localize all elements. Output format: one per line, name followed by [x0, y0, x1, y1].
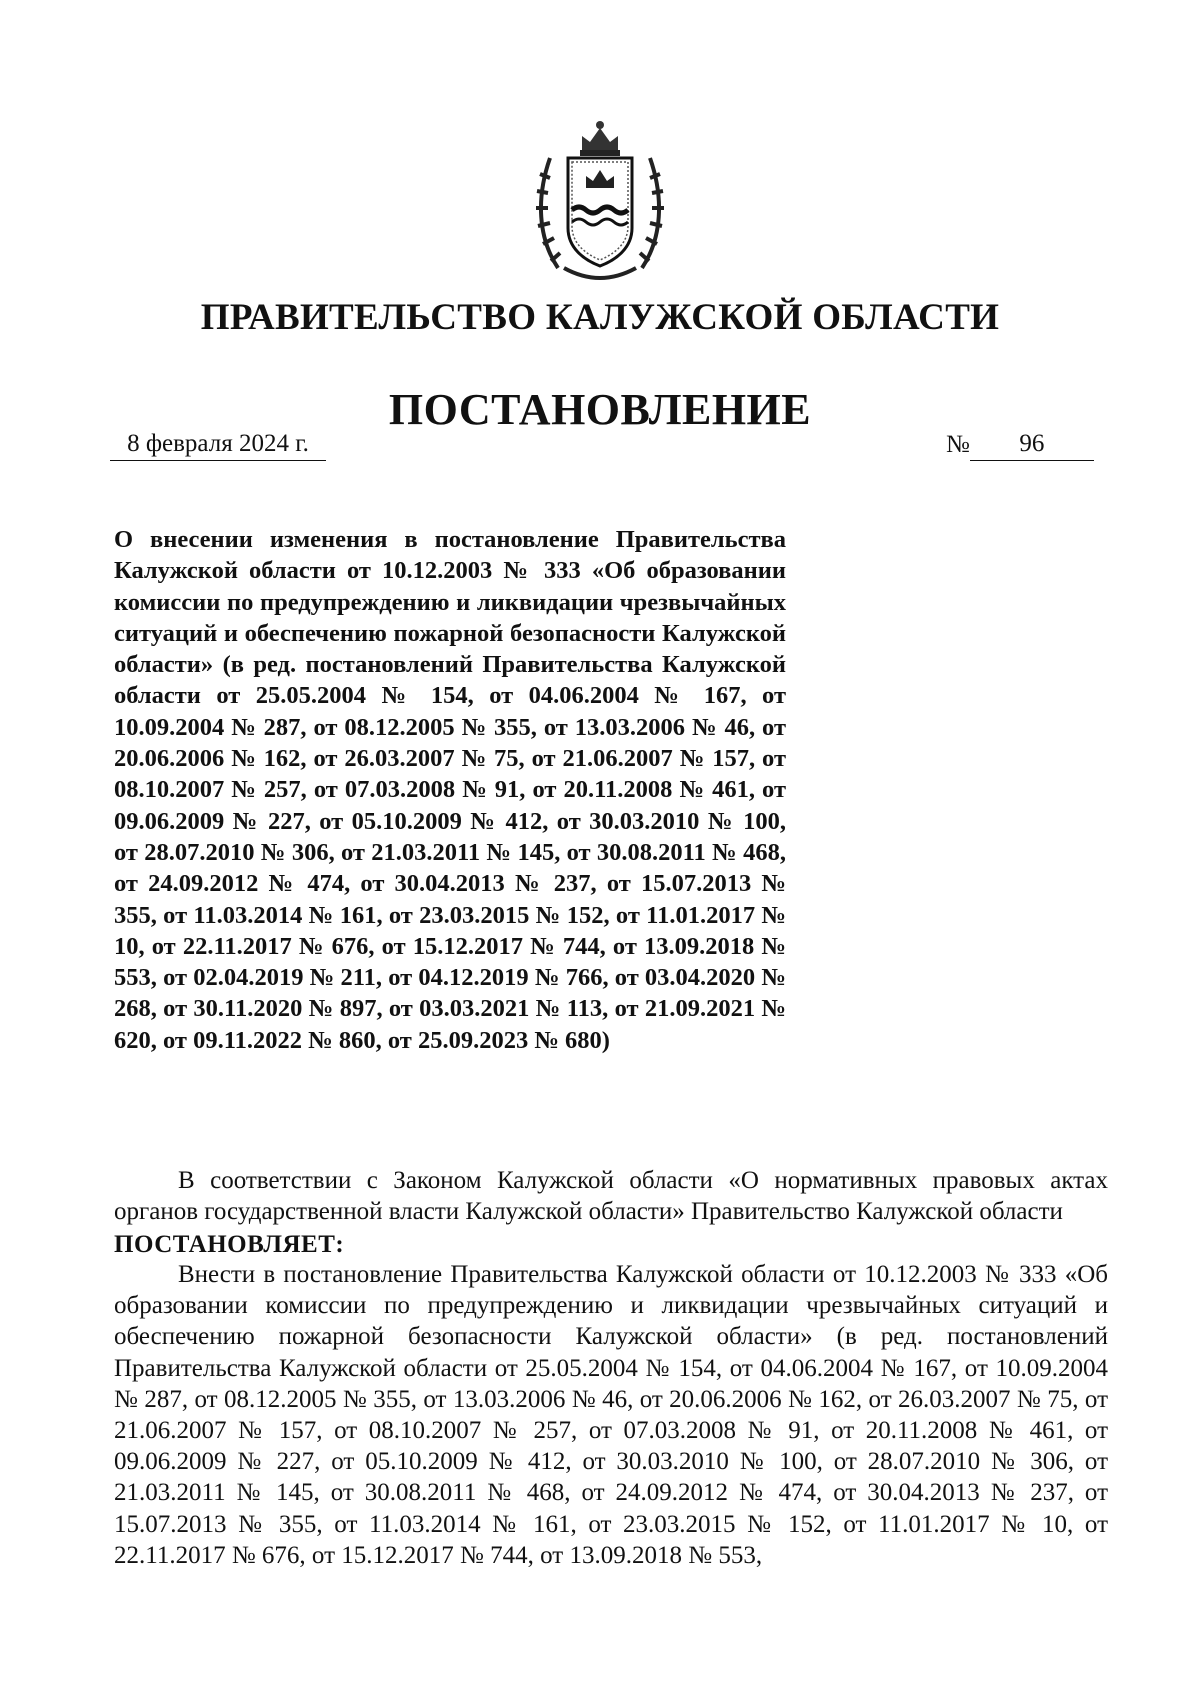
document-date: 8 февраля 2024 г.: [110, 428, 326, 461]
resolves-heading: ПОСТАНОВЛЯЕТ:: [114, 1231, 345, 1258]
document-number: [946, 428, 1094, 461]
main-paragraph: Внести в постановление Правительства Калужской области от 10.12.2003 № 333 «Об образовании комиссии по предупреждению и ликвидации чрезвычайных ситуаций и обеспечению пожарной безопасности Калужской области» (в ред. постановлений Правительства Калужской области от 25.05.2004 № 154, от 04.06.2004 № 167, от 10.09.2004 № 287, от 08.12.2005 № 355, от 13.03.2006 № 46, от 20.06.2006 № 162, от 26.03.2007 № 75, от 21.06.2007 № 157, от 08.10.2007 № 257, от 07.03.2008 № 91, от 20.11.2008 № 461, от 09.06.2009 № 227, от 05.10.2009 № 412, от 30.03.2010 № 100, от 28.07.2010 № 306, от 21.03.2011 № 145, от 30.08.2011 № 468, от 24.09.2012 № 474, от 30.04.2013 № 237, от 15.07.2013 № 355, от 11.03.2014 № 161, от 23.03.2015 № 152, от 11.01.2017 № 10, от 22.11.2017 № 676, от 15.12.2017 № 744, от 13.09.2018 № 553,: [114, 1261, 1108, 1569]
organization-title: ПРАВИТЕЛЬСТВО КАЛУЖСКОЙ ОБЛАСТИ: [200, 297, 1000, 338]
number-sign-label: №: [946, 431, 970, 458]
number-value: 96: [970, 428, 1094, 461]
document-subject: О внесении изменения в постановление Правительства Калужской области от 10.12.2003 № 333 «Об образовании комиссии по предупреждению и ликвидации чрезвычайных ситуаций и обеспечению пожарной безопасности Калужской области» (в ред. постановлений Правительства Калужской области от 25.05.2004 № 154, от 04.06.2004 № 167, от 10.09.2004 № 287, от 08.12.2005 № 355, от 13.03.2006 № 46, от 20.06.2006 № 162, от 26.03.2007 № 75, от 21.06.2007 № 157, от 08.10.2007 № 257, от 07.03.2008 № 91, от 20.11.2008 № 461, от 09.06.2009 № 227, от 05.10.2009 № 412, от 30.03.2010 № 100, от 28.07.2010 № 306, от 21.03.2011 № 145, от 30.08.2011 № 468, от 24.09.2012 № 474, от 30.04.2013 № 237, от 15.07.2013 № 355, от 11.03.2014 № 161, от 23.03.2015 № 152, от 11.01.2017 № 10, от 22.11.2017 № 676, от 15.12.2017 № 744, от 13.09.2018 № 553, от 02.04.2019 № 211, от 04.12.2019 № 766, от 03.04.2020 № 268, от 30.11.2020 № 897, от 03.03.2021 № 113, от 21.09.2021 № 620, от 09.11.2022 № 860, от 25.09.2023 № 680): [114, 526, 786, 1054]
document-type-title: ПОСТАНОВЛЕНИЕ: [388, 385, 812, 434]
preamble-paragraph: В соответствии с Законом Калужской области «О нормативных правовых актах органов государственной власти Калужской области» Правительство Калужской области: [114, 1167, 1108, 1225]
kaluga-coat-of-arms-icon: [528, 118, 672, 282]
